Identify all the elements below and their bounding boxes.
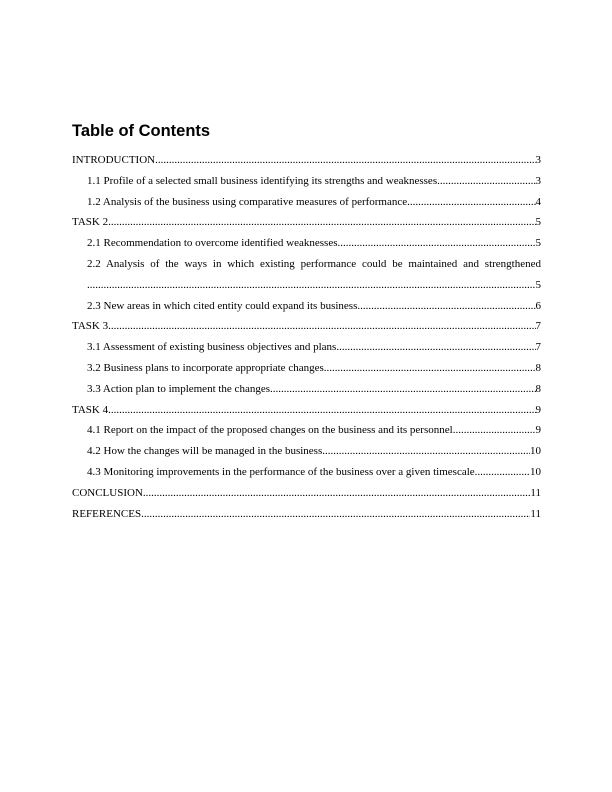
toc-entry-page: 3 — [535, 174, 541, 187]
toc-leader-dots — [270, 379, 536, 400]
toc-entry-page: 9 — [535, 403, 541, 416]
toc-entry-4-2[interactable] — [72, 441, 541, 462]
toc-entry-text: REFERENCES — [72, 507, 142, 520]
toc-leader-dots — [108, 212, 535, 233]
toc-entry-text: 4.2 How the changes will be managed in the business — [87, 445, 323, 458]
toc-entry-page: 7 — [535, 320, 541, 333]
toc-leader-dots — [336, 337, 535, 358]
toc-leader-dots — [453, 420, 536, 441]
toc-entry-2-2[interactable] — [72, 254, 541, 296]
toc-entry-text: 3.1 Assessment of existing business objectives and plans — [87, 341, 337, 354]
toc-entry-page: 11 — [530, 486, 541, 499]
toc-entry-text: 2.3 New areas in which cited entity could expand its business — [87, 299, 358, 312]
toc-entry-4-3[interactable] — [72, 462, 541, 483]
toc-entry-2-1[interactable] — [72, 233, 541, 254]
toc-entry-3-3[interactable] — [72, 379, 541, 400]
toc-leader-dots — [143, 483, 531, 504]
toc-entry-page: 7 — [535, 341, 541, 354]
toc-entry-continuation — [87, 275, 541, 296]
toc-entry-page: 9 — [535, 424, 541, 437]
toc-leader-dots — [141, 504, 530, 525]
toc-entry-page: 8 — [535, 382, 541, 395]
toc-entry-page: 3 — [535, 154, 541, 166]
toc-entry-task-3[interactable] — [72, 316, 541, 337]
toc-leader-dots — [155, 150, 535, 171]
toc-entry-text: 3.2 Business plans to incorporate appropriate changes — [87, 361, 324, 374]
toc-leader-dots — [324, 358, 536, 379]
toc-entry-text: 4.3 Monitoring improvements in the performance of the business over a given timescale — [87, 465, 475, 478]
toc-leader-dots — [475, 462, 530, 483]
toc-entry-2-3[interactable] — [72, 296, 541, 317]
toc-entry-page: 10 — [530, 465, 541, 478]
toc-leader-dots — [357, 296, 535, 317]
toc-entry-text: 3.3 Action plan to implement the changes — [87, 382, 270, 395]
toc-entry-page: 8 — [535, 361, 541, 374]
toc-leader-dots — [407, 192, 535, 213]
toc-entry-1-1[interactable] — [72, 171, 541, 192]
toc-entry-3-1[interactable] — [72, 337, 541, 358]
toc-entry-text: TASK 2 — [72, 216, 109, 229]
toc-entry-page: 5 — [535, 216, 541, 229]
toc-entry-4-1[interactable] — [72, 420, 541, 441]
toc-entry-references[interactable] — [72, 504, 541, 525]
toc-leader-dots — [108, 316, 535, 337]
table-of-contents — [72, 121, 541, 524]
toc-entry-page: 5 — [535, 278, 541, 291]
toc-entry-3-2[interactable] — [72, 358, 541, 379]
toc-entry-1-2[interactable] — [72, 192, 541, 213]
toc-entry-task-4[interactable] — [72, 400, 541, 421]
toc-leader-dots — [337, 233, 535, 254]
toc-entry-text: TASK 4 — [72, 403, 109, 416]
toc-entry-text: 1.1 Profile of a selected small business identifying its strengths and weaknesses — [87, 174, 438, 187]
toc-entry-conclusion[interactable] — [72, 483, 541, 504]
toc-entry-page: 5 — [535, 237, 541, 250]
toc-entry-text: TASK 3 — [72, 320, 109, 333]
toc-leader-dots — [437, 171, 535, 192]
toc-entry-text: CONCLUSION — [72, 486, 143, 499]
toc-entry-text: 2.2 Analysis of the ways in which existing performance could be maintained and strengthened — [87, 257, 541, 270]
toc-leader-dots — [322, 441, 530, 462]
toc-entry-text: INTRODUCTION — [72, 154, 156, 166]
toc-entry-text: 1.2 Analysis of the business using comparative measures of performance — [87, 195, 408, 208]
toc-entry-introduction[interactable] — [72, 150, 541, 171]
toc-entry-page: 4 — [535, 195, 541, 208]
toc-entry-text: 4.1 Report on the impact of the proposed changes on the business and its personnel — [87, 424, 453, 437]
toc-leader-dots — [87, 275, 536, 296]
toc-entry-task-2[interactable] — [72, 212, 541, 233]
toc-entry-page: 10 — [530, 445, 541, 458]
toc-entry-text: 2.1 Recommendation to overcome identified weaknesses — [87, 237, 338, 250]
toc-entry-page: 11 — [530, 507, 541, 520]
toc-leader-dots — [108, 400, 535, 421]
toc-title: Table of Contents — [72, 122, 211, 140]
toc-entry-page: 6 — [535, 299, 541, 312]
